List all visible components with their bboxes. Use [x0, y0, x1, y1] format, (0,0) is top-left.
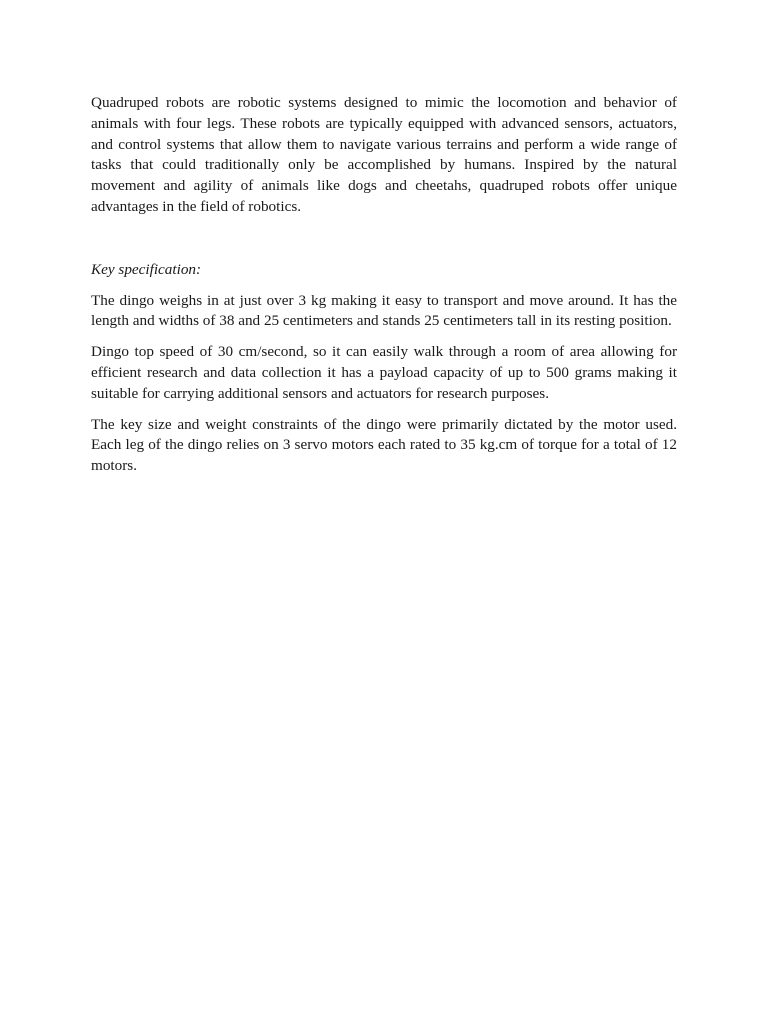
body-paragraph-motors: The key size and weight constraints of the dingo were primarily dictated by the motor used. Each leg of the dingo relies on 3 servo motors each rated to 35 kg.cm of torque for a total of 12 motors. [91, 415, 677, 475]
intro-paragraph: Quadruped robots are robotic systems designed to mimic the locomotion and behavior of animals with four legs. These robots are typically equipped with advanced sensors, actuators, and control systems that allow them to navigate various terrains and perform a wide range of tasks that could traditionally only be accomplished by humans. Inspired by the natural movement and agility of animals like dogs and cheetahs, quadruped robots offer unique advantages in the field of robotics. [91, 94, 677, 215]
document-body [91, 93, 677, 487]
section-heading: Key specification: [91, 260, 202, 278]
body-paragraph-weight: The dingo weighs in at just over 3 kg making it easy to transport and move around. It has the length and widths of 38 and 25 centimeters and stands 25 centimeters tall in its resting position. [91, 291, 677, 330]
body-paragraph-speed: Dingo top speed of 30 cm/second, so it can easily walk through a room of area allowing for efficient research and data collection it has a payload capacity of up to 500 grams making it suitable for carrying additional sensors and actuators for research purposes. [91, 343, 677, 402]
